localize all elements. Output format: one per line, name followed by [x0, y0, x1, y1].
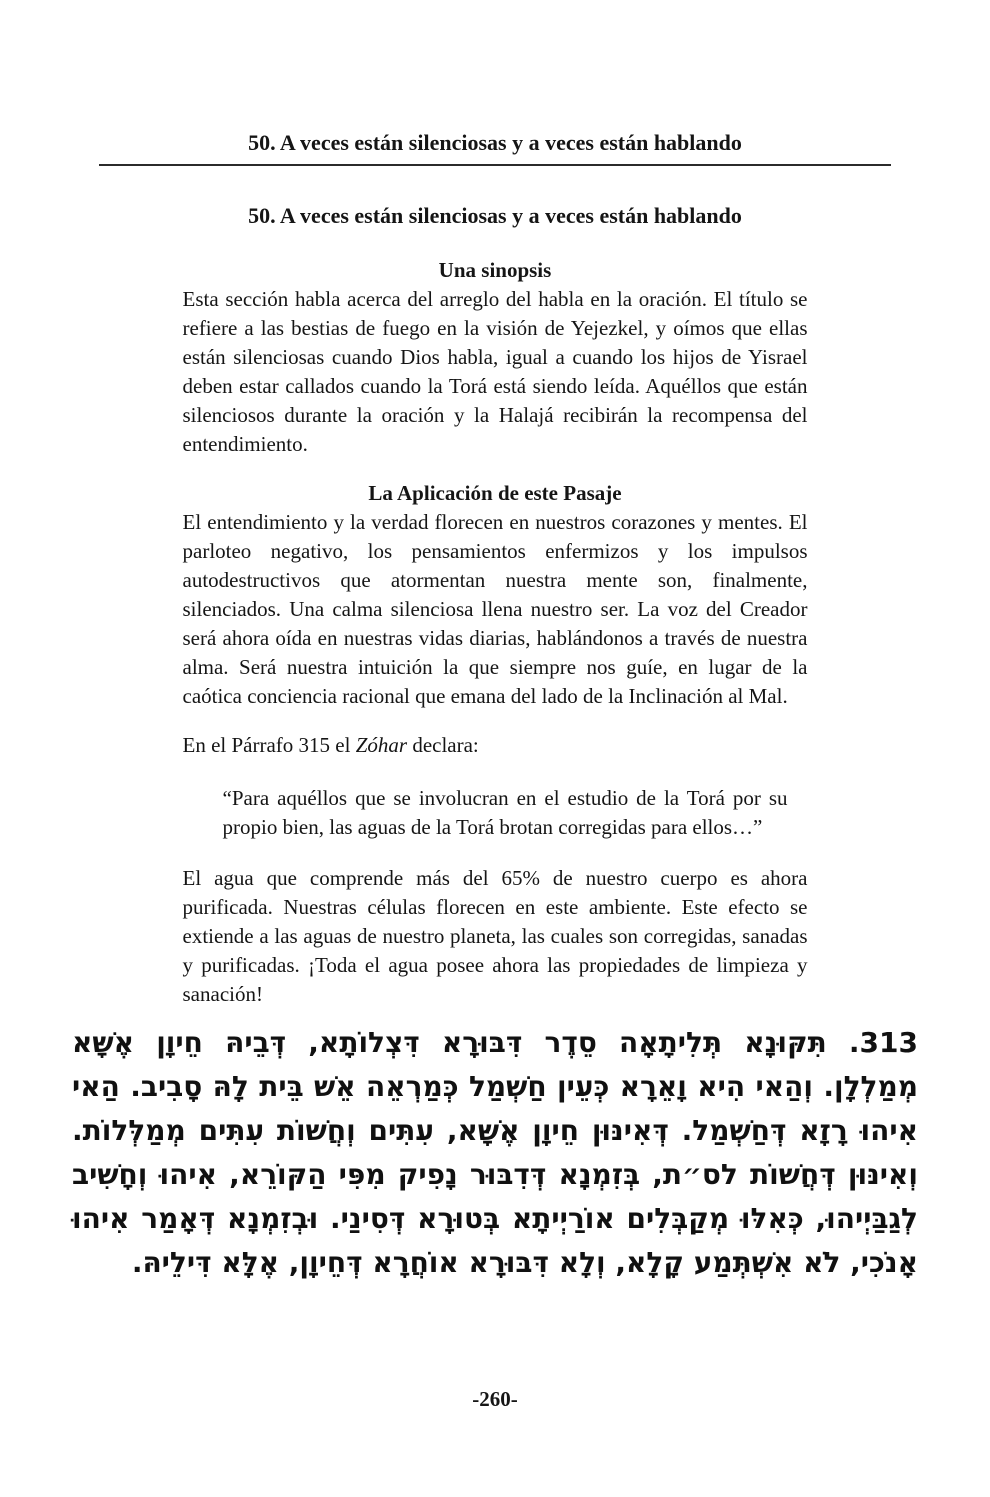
water-paragraph: El agua que comprende más del 65% de nuestro cuerpo es ahora purificada. Nuestras células florecen en este ambiente. Este efecto se extiende a las aguas de nuestro planeta, las cuales son corregidas, sanadas y purificadas. ¡Toda el agua posee ahora las propiedades de limpieza y sanación!: [182, 866, 808, 1006]
zohar-reference-after: declara:: [407, 733, 479, 757]
chapter-title: 50. A veces están silenciosas y a veces están hablando: [248, 203, 742, 228]
zohar-quote: “Para aquéllos que se involucran en el estudio de la Torá por su propio bien, las aguas de la Torá brotan corregidas para ellos…”: [222, 786, 788, 839]
page-number: -260-: [472, 1387, 518, 1411]
header-rule: [99, 164, 891, 166]
application-heading: La Aplicación de este Pasaje: [368, 481, 622, 505]
aramaic-passage-313: 313. תִּקּוּנָא תְּלִיתָאָה סֵדֶר דִּבּוּרָא דִּצְלוֹתָא, דְּבֵיהּ חֵיוָן אֶשָּׁא מְמַלְלָן. וְהַאי הִיא וָאֵרָא כְּעֵין חַשְׁמַל כְּמַרְאֵה אֵשׁ בֵּית לָהּ סָבִיב. הַאי אִיהוּ רָזָא דְּחַשְׁמַל. דְּאִינּוּן חֵיוָן אֶשָּׁא, עִתִּים וְחֲשׁוֹת עִתִּים מְמַלְּלוֹת. וְאִינּוּן דְּחֲשׁוֹת לס״ת, בְּזִמְנָא דְּדִבּוּר נָפִיק מִפִּי הַקּוֹרֵא, אִיהוּ וְחָשִׁיב לְגַבַּיְיהוּ, כְּאִלּוּ מְקַבְּלִים אוֹרַיְיתָא בְּטוּרָא דְּסִינַי. וּבְזִמְנָא דְּאָמַר אִיהוּ אָנֹכִי, לֹא אִשְׁתְּמַע קָלָא, וְלָא דִּבּוּרָא אוֹחֲרָא דְּחֵיוָן, אֶלָּא דִּילֵיהּ.: [72, 1026, 918, 1279]
text-column: [183, 256, 808, 1009]
synopsis-paragraph: Esta sección habla acerca del arreglo del habla en la oración. El título se refiere a las bestias de fuego en la visión de Yejezkel, y oímos que ellas están silenciosas cuando Dios habla, igual a cuando los hijos de Yisrael deben estar callados cuando la Torá está siendo leída. Aquéllos que están silenciosos durante la oración y la Halajá recibirán la recompensa del entendimiento.: [182, 287, 808, 456]
application-paragraph: El entendimiento y la verdad florecen en nuestros corazones y mentes. El parloteo negativo, los pensamientos enfermizos y los impulsos autodestructivos que atormentan nuestra mente son, finalmente, silenciados. Una calma silenciosa llena nuestro ser. La voz del Creador será ahora oída en nuestras vidas diarias, hablándonos a través de nuestra alma. Será nuestra intuición la que siempre nos guíe, en lugar de la caótica conciencia racional que emana del lado de la Inclinación al Mal.: [182, 510, 808, 708]
running-header: 50. A veces están silenciosas y a veces están hablando: [248, 130, 742, 155]
zohar-reference-line: [183, 731, 808, 760]
synopsis-heading: Una sinopsis: [438, 258, 552, 282]
zohar-title-italic: Zóhar: [355, 733, 408, 757]
zohar-reference-before: En el Párrafo 315 el: [182, 733, 356, 757]
